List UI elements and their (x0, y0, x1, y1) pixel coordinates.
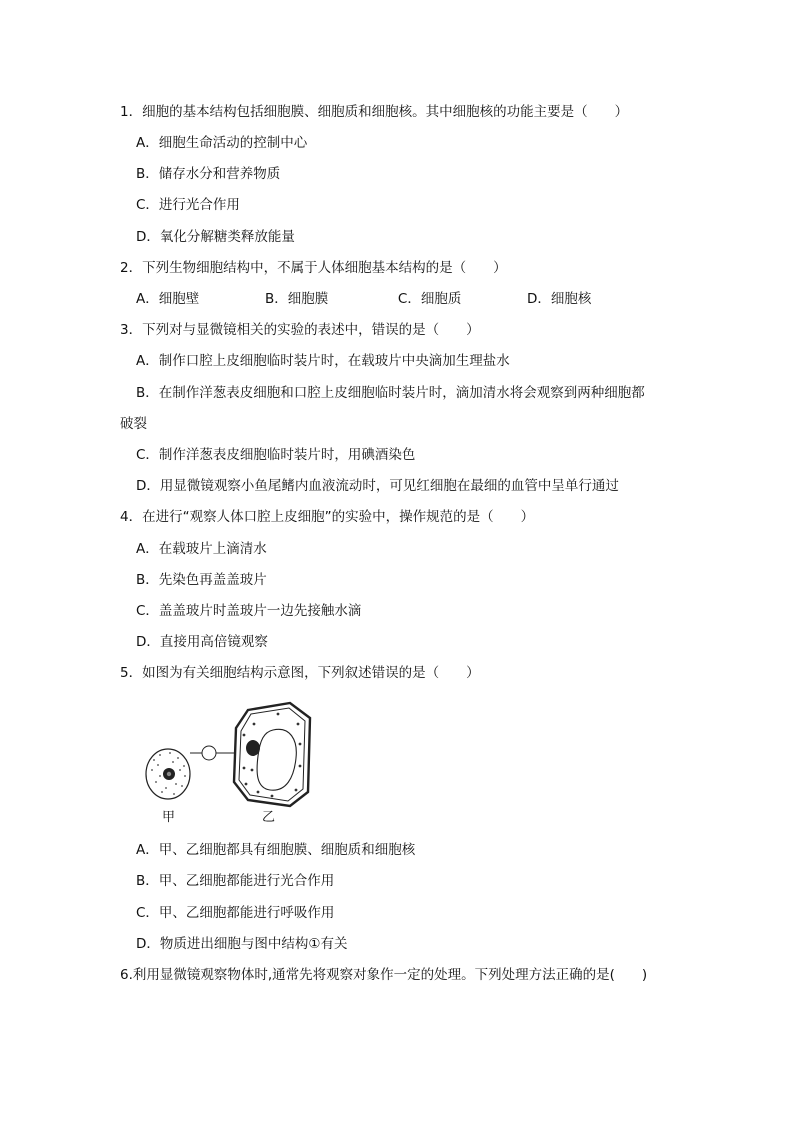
question-3-option-b-continuation: 破裂 (120, 416, 147, 432)
question-5-option-a: A．甲、乙细胞都具有细胞膜、细胞质和细胞核 (136, 842, 416, 858)
question-3-option-d: D．用显微镜观察小鱼尾鳍内血液流动时，可见红细胞在最细的血管中呈单行通过 (136, 478, 619, 494)
question-3-stem: 3．下列对与显微镜相关的实验的表述中，错误的是（ ） (120, 322, 480, 338)
plant-cell (234, 703, 310, 806)
question-5-stem: 5．如图为有关细胞结构示意图，下列叙述错误的是（ ） (120, 665, 480, 681)
question-5-option-d: D．物质进出细胞与图中结构①有关 (136, 936, 348, 952)
question-6-stem: 6.利用显微镜观察物体时,通常先将观察对象作一定的处理。下列处理方法正确的是( ) (120, 967, 648, 983)
question-3-option-a: A．制作口腔上皮细胞临时装片时，在载玻片中央滴加生理盐水 (136, 353, 510, 369)
question-2-option-a: A．细胞壁 (136, 291, 200, 307)
question-2-option-c: C．细胞质 (397, 291, 462, 307)
question-2-option-b: B．细胞膜 (265, 291, 329, 307)
question-4-option-a: A．在载玻片上滴清水 (136, 541, 267, 557)
question-5-option-b: B．甲、乙细胞都能进行光合作用 (136, 873, 335, 889)
question-1-option-c: C．进行光合作用 (136, 197, 240, 213)
question-2-option-d: D．细胞核 (526, 291, 592, 307)
plant-cell-nucleus (246, 740, 260, 756)
question-4-option-b: B．先染色再盖盖玻片 (136, 572, 267, 588)
marker-circle (202, 746, 216, 760)
question-1-stem: 1．细胞的基本结构包括细胞膜、细胞质和细胞核。其中细胞核的功能主要是（ ） (120, 104, 629, 120)
question-5-option-c: C．甲、乙细胞都能进行呼吸作用 (136, 905, 335, 921)
animal-cell (146, 749, 190, 799)
question-2-stem: 2．下列生物细胞结构中，不属于人体细胞基本结构的是（ ） (120, 260, 507, 276)
question-1-option-b: B．储存水分和营养物质 (136, 166, 281, 182)
question-4-stem: 4．在进行“观察人体口腔上皮细胞”的实验中，操作规范的是（ ） (120, 509, 535, 525)
question-2-options-row (136, 290, 656, 308)
question-3-option-c: C．制作洋葱表皮细胞临时装片时，用碘酒染色 (136, 447, 416, 463)
question-1-option-d: D．氧化分解糖类释放能量 (136, 229, 295, 245)
figure-label-jia: 甲 (162, 810, 176, 825)
cell-structure-figure (140, 700, 330, 830)
cell-diagram (140, 700, 330, 815)
question-1-option-a: A．细胞生命活动的控制中心 (136, 135, 308, 151)
question-4-option-d: D．直接用高倍镜观察 (136, 634, 268, 650)
figure-label-yi: 乙 (262, 810, 276, 825)
question-3-option-b: B．在制作洋葱表皮细胞和口腔上皮细胞临时装片时，滴加清水将会观察到两种细胞都 (136, 385, 645, 401)
question-4-option-c: C．盖盖玻片时盖玻片一边先接触水滴 (136, 603, 362, 619)
